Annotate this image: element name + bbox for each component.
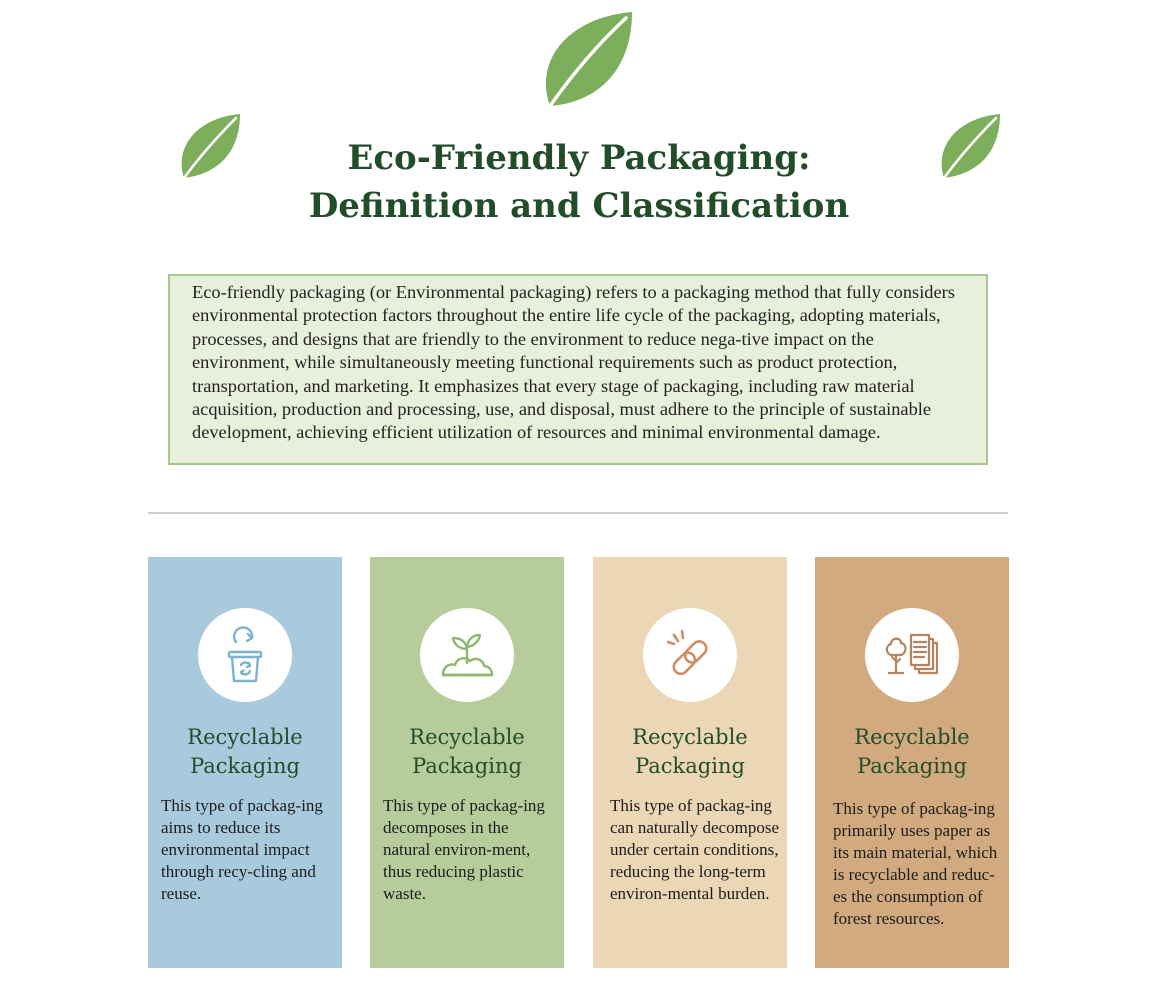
category-card-degradable [593, 557, 787, 968]
section-divider [148, 512, 1008, 514]
card-description: This type of packag-ing decomposes in the natural environ-ment, thus reducing plastic waste. [383, 796, 545, 903]
icon-circle [420, 608, 514, 702]
icon-circle [643, 608, 737, 702]
title-line-1: Eco-Friendly Packaging: [347, 138, 811, 178]
category-card-recyclable [148, 557, 342, 968]
card-description: This type of packag-ing can naturally decompose under certain conditions, reducing the long-term environ-mental burden. [610, 796, 779, 903]
card-title: Recyclable Packaging [632, 725, 748, 778]
card-description: This type of packag-ing aims to reduce its environmental impact through recy-cling and reuse. [161, 796, 323, 903]
tree-paper-icon [882, 625, 942, 685]
category-card-biodegradable [370, 557, 564, 968]
leaf-icon [540, 10, 634, 110]
icon-circle [865, 608, 959, 702]
recycle-bin-icon [215, 625, 275, 685]
definition-text: Eco-friendly packaging (or Environmental packaging) refers to a packaging method that fully considers environmental protection factors throughout the entire life cycle of the packaging, adopting materials, processes, and designs that are friendly to the environment to reduce nega-tive impact on the environment, while simultaneously meeting functional requirements such as product protection, transportation, and marketing. It emphasizes that every stage of packaging, including raw material acquisition, production and processing, use, and disposal, must adhere to the principle of sustainable development, achieving efficient utilization of resources and minimal environmental damage. [192, 282, 955, 443]
page-title [0, 134, 1158, 230]
icon-circle [198, 608, 292, 702]
title-line-2: Definition and Classification [308, 186, 850, 226]
card-title: Recyclable Packaging [854, 725, 970, 778]
sprout-soil-icon [437, 625, 497, 685]
category-card-paper [815, 557, 1009, 968]
card-description: This type of packag-ing primarily uses paper as its main material, which is recyclable and reduc-es the consumption of forest resources. [833, 799, 998, 928]
card-title: Recyclable Packaging [409, 725, 525, 778]
card-title: Recyclable Packaging [187, 725, 303, 778]
broken-chain-icon [660, 625, 720, 685]
definition-box [168, 274, 988, 465]
